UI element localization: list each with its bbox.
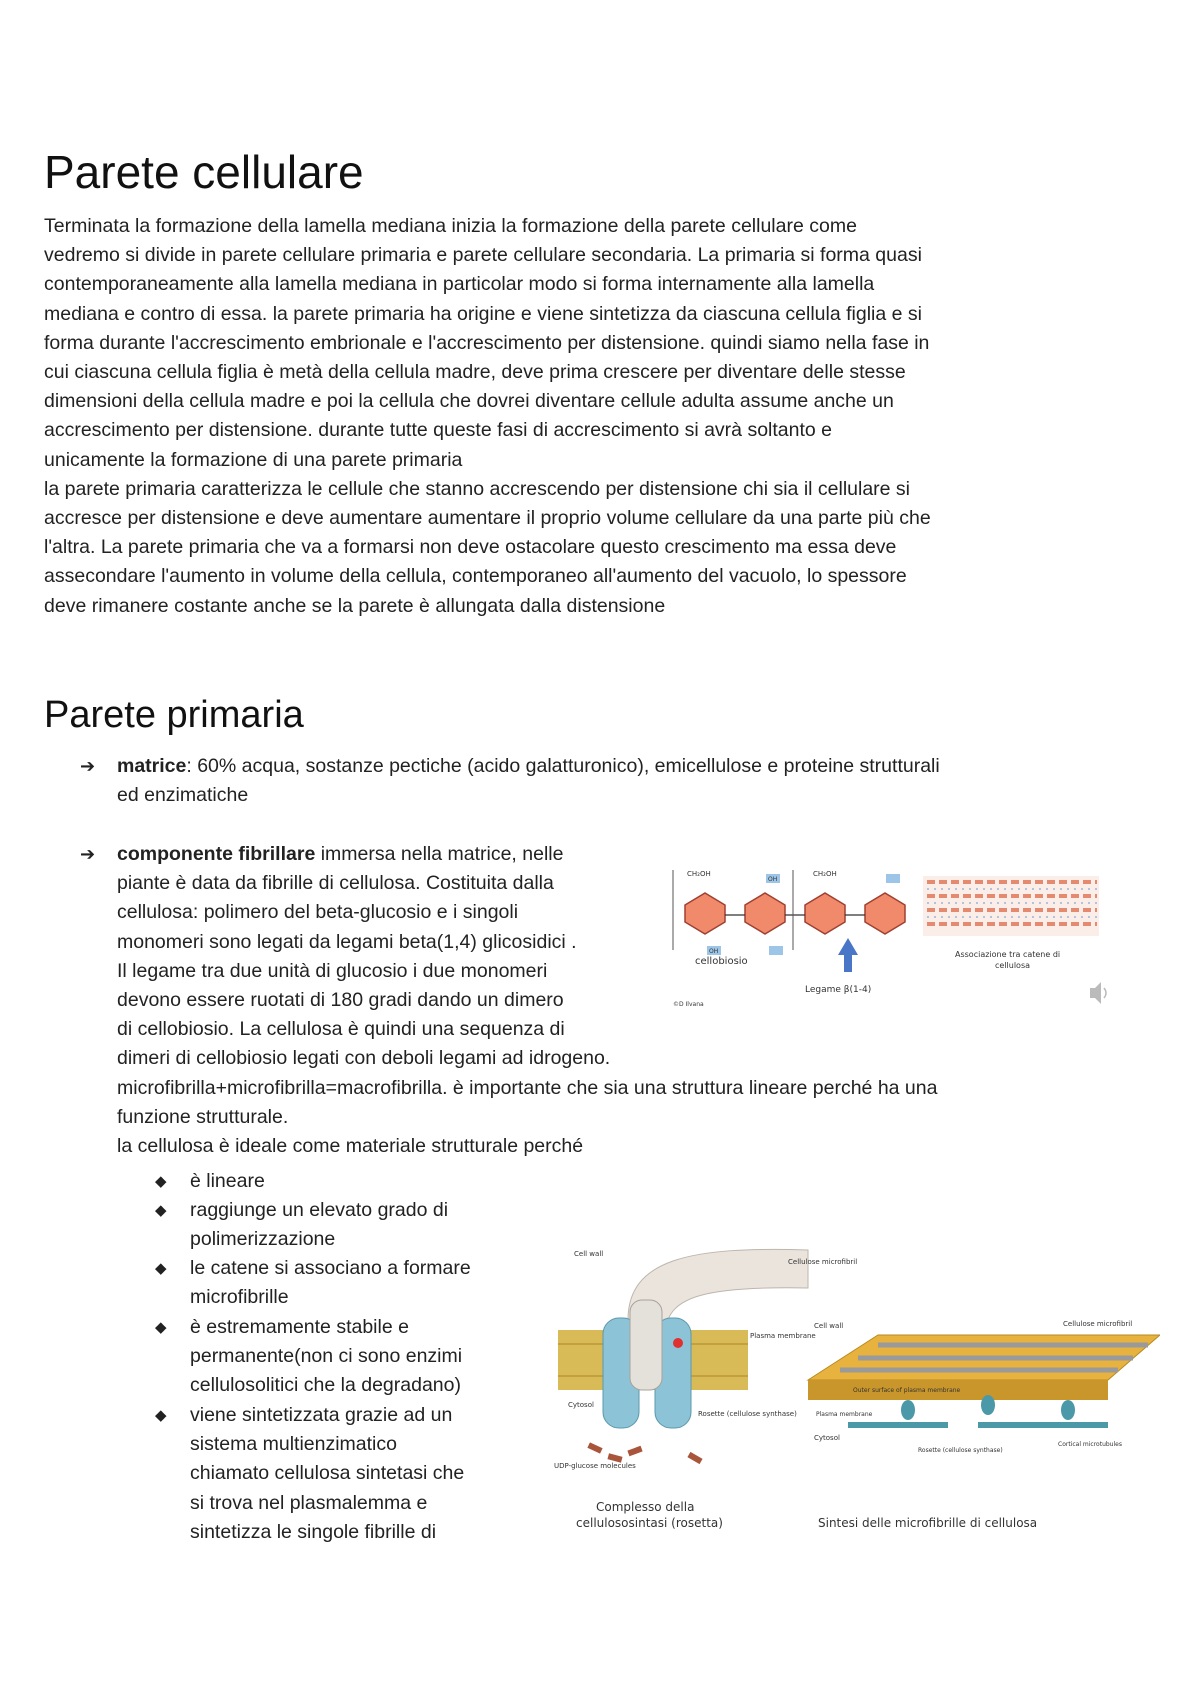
bullet-text: dimeri di cellobiosio legati con deboli legami ad idrogeno.: [117, 1047, 611, 1070]
oh-highlight: [769, 946, 783, 955]
bond-arrow-icon: [838, 938, 858, 972]
intro-line: deve rimanere costante anche se la parete è allungata dalla distensione: [44, 594, 666, 617]
rosette-right: [1061, 1400, 1075, 1420]
speaker-icon[interactable]: [1090, 982, 1106, 1004]
intro-line: assecondare l'aumento in volume della cellula, contemporaneo all'aumento del vacuolo, lo spessore: [44, 565, 907, 588]
diamond-bullet-icon: ◆: [155, 1319, 167, 1336]
association-caption: cellulosa: [995, 961, 1031, 970]
rosette-right: [981, 1395, 995, 1415]
bullet-bold: matrice: [117, 755, 187, 777]
section-title: Parete primaria: [44, 694, 304, 736]
caption-rosette-2: cellulososintasi (rosetta): [576, 1516, 723, 1530]
bullet-text: la cellulosa è ideale come materiale strutturale perché: [117, 1135, 584, 1158]
intro-line: vedremo si divide in parete cellulare primaria e parete cellulare secondaria. La primaria si forma quasi: [44, 244, 922, 267]
intro-line: accrescimento per distensione. durante tutte queste fasi di accrescimento si avrà soltanto e: [44, 419, 832, 442]
intro-line: accresce per distensione e deve aumentare aumentare il proprio volume cellulare da una parte più che: [44, 507, 931, 530]
bond-caption: Legame β(1-4): [805, 985, 872, 995]
sub-bullet-text: è lineare: [190, 1170, 265, 1192]
intro-line: contemporaneamente alla lamella mediana in particolar modo si forma internamente alla lamella: [44, 273, 875, 296]
active-site-marker: [673, 1338, 683, 1348]
sub-bullet-text: raggiunge un elevato grado di: [190, 1199, 449, 1221]
udp-glucose-molecules: [587, 1442, 702, 1464]
sub-bullet-text: è estremamente stabile e: [190, 1316, 409, 1338]
sub-bullet-text: chiamato cellulosa sintetasi che: [190, 1462, 465, 1485]
bullet-text: immersa nella matrice, nelle: [315, 843, 564, 865]
label-cortical-microtubules: Cortical microtubules: [1058, 1441, 1122, 1448]
sub-bullet-text: sintetizza le singole fibrille di: [190, 1520, 437, 1543]
diamond-bullet-icon: ◆: [155, 1173, 167, 1190]
sub-bullet: [190, 1196, 530, 1254]
intro-line: cui ciascuna cellula figlia è metà della cellula madre, deve prima crescere per diventare delle stesse: [44, 361, 906, 384]
intro-line: unicamente la formazione di una parete primaria: [44, 448, 463, 471]
glucose-ring-3: [805, 893, 845, 934]
label-udp-glucose: UDP-glucose molecules: [554, 1462, 636, 1470]
glucose-ring-2: [745, 893, 785, 934]
intro-line: l'altra. La parete primaria che va a formarsi non deve ostacolare questo crescimento ma essa deve: [44, 536, 897, 559]
bullet-bold: componente fibrillare: [117, 843, 316, 865]
sub-bullet: [190, 1313, 530, 1401]
label-cellulose-microfibril-right: Cellulose microfibril: [1063, 1320, 1133, 1328]
bullet-text: piante è data da fibrille di cellulosa. Costituita dalla: [117, 872, 554, 895]
cellobiose-caption: cellobiosio: [695, 956, 748, 967]
glucose-ring-4: [865, 893, 905, 934]
intro-line: mediana e contro di essa. la parete primaria ha origine e viene sintetizza da ciascuna cellula figlia e si: [44, 302, 922, 325]
bullet-text: devono essere ruotati di 180 gradi dando un dimero: [117, 989, 564, 1012]
label-rosette: Rosette (cellulose synthase): [698, 1410, 797, 1418]
sub-bullet: [190, 1254, 530, 1312]
bullet-text: cellulosa: polimero del beta-glucosio e i singoli: [117, 901, 519, 924]
cellulose-synthase-figure: [548, 1240, 1160, 1535]
label-outer-surface: Outer surface of plasma membrane: [853, 1387, 961, 1394]
bullet-matrice: [80, 752, 1080, 812]
sub-bullet-text: sistema multienzimatico: [190, 1433, 397, 1456]
label-plasma-membrane: Plasma membrane: [750, 1332, 816, 1340]
arrow-bullet-icon: ➔: [80, 756, 96, 776]
label-cell-wall-right: Cell wall: [814, 1322, 844, 1330]
sub-bullet-text: le catene si associano a formare: [190, 1257, 471, 1279]
rosette-right: [901, 1400, 915, 1420]
caption-microfibril-synthesis: Sintesi delle microfibrille di cellulosa: [818, 1516, 1038, 1530]
intro-line: forma durante l'accrescimento embrionale e l'accrescimento per distensione. quindi siamo nella fase in: [44, 331, 930, 354]
diamond-bullet-icon: ◆: [155, 1202, 167, 1219]
page-title: Parete cellulare: [44, 146, 364, 198]
oh-highlight: [886, 874, 900, 883]
association-caption: Associazione tra catene di: [955, 950, 1061, 959]
sub-bullet-text: permanente(non ci sono enzimi: [190, 1345, 463, 1368]
intro-line: la parete primaria caratterizza le cellule che stanno accrescendo per distensione chi sia il cellulare si: [44, 477, 911, 500]
bullet-text: ed enzimatiche: [117, 784, 249, 807]
cellulose-chain-association: [923, 876, 1099, 936]
label-plasma-membrane-right: Plasma membrane: [816, 1411, 873, 1418]
glucan-chains: [630, 1300, 662, 1390]
ch2oh-label: CH₂OH: [687, 870, 711, 878]
label-cytosol-right: Cytosol: [814, 1434, 840, 1442]
diamond-bullet-icon: ◆: [155, 1407, 167, 1424]
sub-bullet-text: si trova nel plasmalemma e: [190, 1491, 428, 1514]
ch2oh-label: CH₂OH: [813, 870, 837, 878]
arrow-bullet-icon: ➔: [80, 844, 96, 864]
bullet-text: microfibrilla+microfibrilla=macrofibrilla. è importante che sia una struttura lineare perché ha una: [117, 1076, 938, 1099]
bullet-text: Il legame tra due unità di glucosio i due monomeri: [117, 959, 548, 982]
bullet-text: : 60% acqua, sostanze pectiche (acido galatturonico), emicellulose e proteine strutturali: [186, 755, 940, 777]
oh-label: OH: [709, 948, 719, 955]
sub-bullet-text: microfibrille: [190, 1286, 289, 1309]
label-cell-wall: Cell wall: [574, 1250, 604, 1258]
sub-bullet-text: cellulosolitici che la degradano): [190, 1374, 461, 1397]
diamond-bullet-icon: ◆: [155, 1260, 167, 1277]
sub-bullet-text: viene sintetizzata grazie ad un: [190, 1404, 453, 1426]
bullet-text: di cellobiosio. La cellulosa è quindi una sequenza di: [117, 1018, 565, 1041]
label-rosette-right: Rosette (cellulose synthase): [918, 1447, 1003, 1454]
sub-bullet: [190, 1167, 530, 1196]
label-cellulose-microfibril: Cellulose microfibril: [788, 1258, 858, 1266]
label-cytosol: Cytosol: [568, 1401, 594, 1409]
sub-bullet: [190, 1401, 530, 1547]
glucose-ring-1: [685, 893, 725, 934]
sub-bullet-text: polimerizzazione: [190, 1228, 336, 1251]
cellobiose-figure: [665, 860, 1155, 1015]
oh-label: OH: [768, 876, 778, 883]
credit-label: ©D Ilvana: [673, 1001, 704, 1008]
intro-line: Terminata la formazione della lamella mediana inizia la formazione della parete cellulare come: [44, 215, 857, 237]
intro-line: dimensioni della cellula madre e poi la cellula che dovrei diventare cellule adulta assume anche un: [44, 390, 894, 413]
bullet-text: monomeri sono legati da legami beta(1,4) glicosidici .: [117, 930, 577, 953]
bullet-text: funzione strutturale.: [117, 1105, 289, 1128]
caption-rosette-1: Complesso della: [596, 1500, 695, 1514]
intro-paragraph: [44, 212, 1084, 621]
